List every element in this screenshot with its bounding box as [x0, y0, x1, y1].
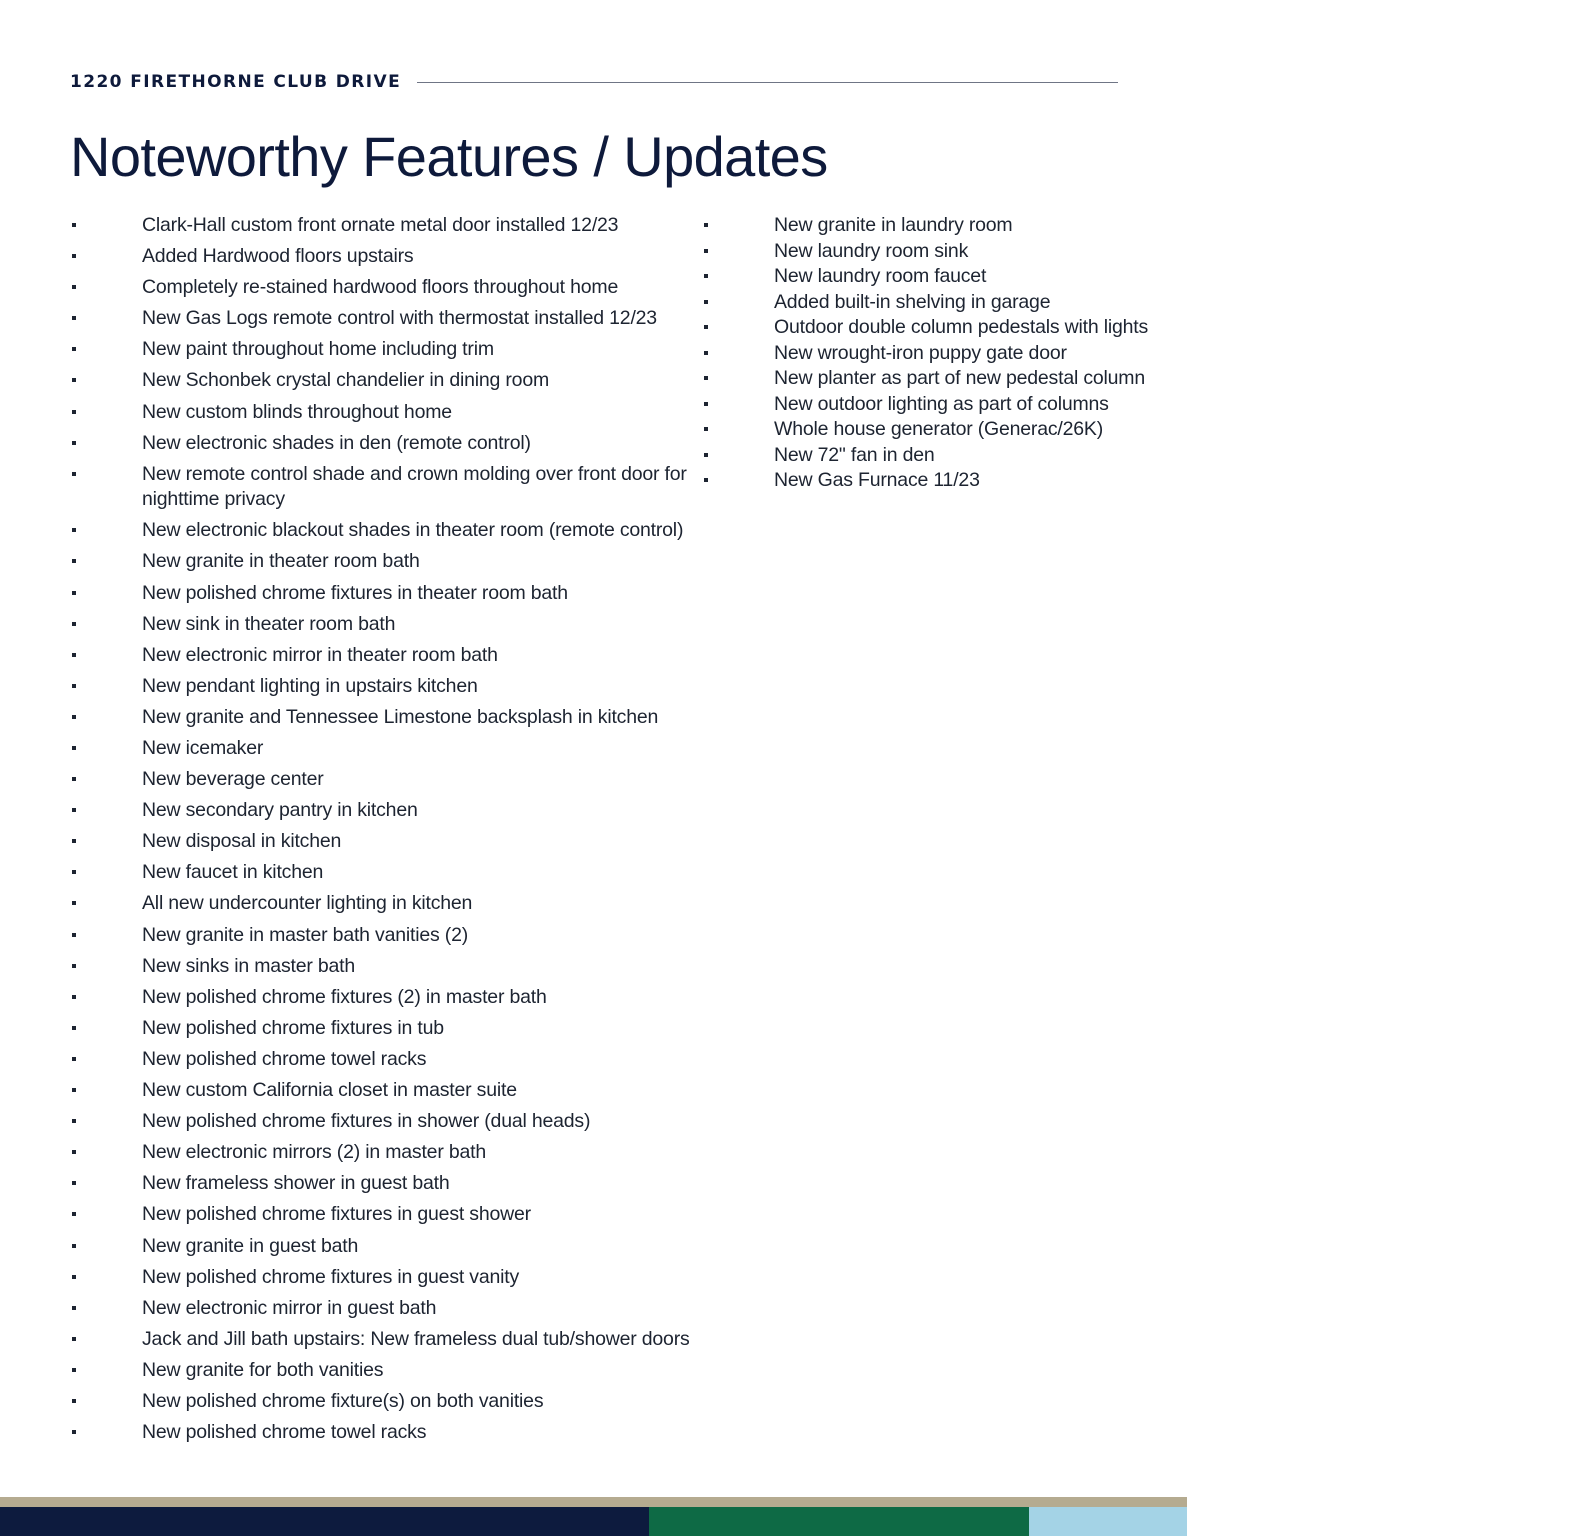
- feature-item: [72, 1420, 702, 1446]
- feature-text: New electronic mirror in theater room bath: [142, 643, 498, 666]
- feature-text: Clark-Hall custom front ornate metal door installed 12/23: [142, 214, 619, 236]
- feature-text: New polished chrome fixtures in guest shower: [142, 1203, 531, 1226]
- feature-text: Added Hardwood floors upstairs: [142, 245, 414, 268]
- bullet-icon: [72, 347, 76, 351]
- feature-text: Whole house generator (Generac/26K): [774, 418, 1104, 440]
- feature-text: New Gas Furnace 11/23: [774, 469, 980, 491]
- feature-text: New sink in theater room bath: [142, 612, 396, 635]
- bullet-icon: [72, 285, 76, 289]
- bullet-icon: [704, 300, 708, 304]
- feature-item: [72, 275, 702, 301]
- feature-item: [704, 239, 1184, 265]
- feature-item: [72, 1296, 702, 1322]
- feature-text: New polished chrome fixtures in guest vanity: [142, 1265, 520, 1288]
- feature-item: [72, 643, 702, 669]
- feature-item: [704, 468, 1184, 494]
- feature-text: New polished chrome fixtures in shower (dual heads): [142, 1110, 591, 1133]
- feature-item: [72, 213, 702, 239]
- bullet-icon: [72, 1057, 76, 1061]
- feature-text: New faucet in kitchen: [142, 861, 324, 884]
- feature-item: [72, 1389, 702, 1415]
- feature-item: [704, 213, 1184, 239]
- bullet-icon: [72, 964, 76, 968]
- features-list-right: [704, 213, 1184, 494]
- feature-text: New 72" fan in den: [774, 443, 935, 466]
- property-address: 1220 FIRETHORNE CLUB DRIVE: [70, 72, 402, 92]
- feature-text: New frameless shower in guest bath: [142, 1172, 450, 1195]
- feature-item: [704, 417, 1184, 443]
- footer-navy-block: [0, 1507, 649, 1536]
- bullet-icon: [72, 1275, 76, 1279]
- bullet-icon: [72, 746, 76, 750]
- feature-text: New disposal in kitchen: [142, 830, 342, 853]
- feature-item: [72, 798, 702, 824]
- feature-item: [72, 1109, 702, 1135]
- bullet-icon: [72, 1212, 76, 1216]
- bullet-icon: [72, 653, 76, 657]
- feature-item: [72, 1265, 702, 1291]
- feature-item: [72, 400, 702, 426]
- feature-item: [72, 244, 702, 270]
- bullet-icon: [72, 316, 76, 320]
- feature-text: New granite for both vanities: [142, 1358, 384, 1381]
- bullet-icon: [72, 378, 76, 382]
- footer-tan-stripe: [0, 1497, 1187, 1507]
- feature-item: [72, 1171, 702, 1197]
- bullet-icon: [72, 995, 76, 999]
- feature-item: [72, 1047, 702, 1073]
- bullet-icon: [72, 715, 76, 719]
- feature-text: New Gas Logs remote control with thermostat installed 12/23: [142, 307, 657, 330]
- feature-item: [72, 431, 702, 457]
- feature-item: [72, 705, 702, 731]
- bullet-icon: [72, 441, 76, 445]
- feature-item: [72, 891, 702, 917]
- feature-item: [72, 1234, 702, 1260]
- feature-item: [704, 264, 1184, 290]
- bullet-icon: [72, 1399, 76, 1403]
- feature-text: New electronic shades in den (remote control): [142, 431, 531, 454]
- feature-item: [72, 1202, 702, 1228]
- bullet-icon: [704, 223, 708, 227]
- feature-text: New electronic blackout shades in theater room (remote control): [142, 519, 684, 542]
- feature-item: [72, 368, 702, 394]
- feature-text: New electronic mirror in guest bath: [142, 1296, 437, 1319]
- feature-item: [704, 366, 1184, 392]
- bullet-icon: [72, 622, 76, 626]
- bullet-icon: [72, 1181, 76, 1185]
- feature-text: Completely re-stained hardwood floors throughout home: [142, 276, 619, 299]
- footer-band: [0, 1497, 1587, 1536]
- footer-blue-block: [1029, 1507, 1187, 1536]
- feature-item: [72, 829, 702, 855]
- feature-item: [72, 1078, 702, 1104]
- feature-item: [72, 923, 702, 949]
- feature-item: [704, 290, 1184, 316]
- feature-text: New secondary pantry in kitchen: [142, 799, 418, 822]
- bullet-icon: [72, 1337, 76, 1341]
- feature-text: New polished chrome towel racks: [142, 1421, 427, 1444]
- feature-item: [704, 315, 1184, 341]
- bullet-icon: [72, 254, 76, 258]
- feature-text: New granite in theater room bath: [142, 550, 420, 573]
- bullet-icon: [704, 325, 708, 329]
- feature-item: [72, 860, 702, 886]
- feature-text: New laundry room sink: [774, 239, 969, 262]
- bullet-icon: [704, 274, 708, 278]
- feature-item: [72, 767, 702, 793]
- feature-text: New polished chrome fixtures (2) in master bath: [142, 985, 547, 1008]
- feature-text: New sinks in master bath: [142, 954, 356, 977]
- feature-text: New custom blinds throughout home: [142, 400, 452, 423]
- feature-item: [72, 306, 702, 332]
- feature-item: [72, 1327, 702, 1353]
- feature-text: New pendant lighting in upstairs kitchen: [142, 674, 478, 697]
- bullet-icon: [72, 1430, 76, 1434]
- bullet-icon: [72, 933, 76, 937]
- feature-item: [72, 518, 702, 544]
- bullet-icon: [72, 684, 76, 688]
- feature-text: New remote control shade and crown molding over front door for nighttime privacy: [142, 462, 687, 511]
- page-title: Noteworthy Features / Updates: [70, 125, 828, 188]
- feature-item: [72, 337, 702, 363]
- feature-item: [72, 612, 702, 638]
- feature-text: New polished chrome fixture(s) on both vanities: [142, 1389, 544, 1412]
- feature-text: Outdoor double column pedestals with lights: [774, 316, 1149, 338]
- feature-item: [72, 985, 702, 1011]
- feature-item: [704, 341, 1184, 367]
- bullet-icon: [72, 559, 76, 563]
- feature-item: [72, 1358, 702, 1384]
- bullet-icon: [72, 1244, 76, 1248]
- feature-item: [72, 674, 702, 700]
- feature-text: New polished chrome fixtures in tub: [142, 1016, 444, 1039]
- bullet-icon: [72, 472, 76, 476]
- bullet-icon: [72, 1306, 76, 1310]
- feature-text: Added built-in shelving in garage: [774, 290, 1051, 313]
- feature-text: Jack and Jill bath upstairs: New frameless dual tub/shower doors: [142, 1327, 690, 1350]
- feature-text: New granite and Tennessee Limestone backsplash in kitchen: [142, 705, 659, 728]
- feature-text: New custom California closet in master suite: [142, 1079, 517, 1102]
- feature-item: [704, 392, 1184, 418]
- bullet-icon: [704, 453, 708, 457]
- bullet-icon: [704, 351, 708, 355]
- feature-text: New laundry room faucet: [774, 265, 987, 287]
- bullet-icon: [704, 249, 708, 253]
- bullet-icon: [72, 410, 76, 414]
- bullet-icon: [704, 402, 708, 406]
- feature-text: New planter as part of new pedestal column: [774, 367, 1145, 389]
- feature-text: New Schonbek crystal chandelier in dining room: [142, 369, 550, 392]
- bullet-icon: [704, 376, 708, 380]
- header-divider: [417, 82, 1118, 83]
- feature-text: New granite in master bath vanities (2): [142, 923, 469, 946]
- feature-text: New icemaker: [142, 737, 264, 759]
- feature-text: New polished chrome towel racks: [142, 1047, 427, 1070]
- footer-green-block: [649, 1507, 1587, 1536]
- feature-item: [704, 443, 1184, 469]
- bullet-icon: [72, 1119, 76, 1123]
- bullet-icon: [72, 1150, 76, 1154]
- bullet-icon: [72, 1026, 76, 1030]
- footer-watermark: MLS: [1561, 1509, 1587, 1522]
- feature-item: [72, 581, 702, 607]
- bullet-icon: [704, 478, 708, 482]
- bullet-icon: [72, 1088, 76, 1092]
- bullet-icon: [72, 870, 76, 874]
- bullet-icon: [72, 528, 76, 532]
- feature-text: New outdoor lighting as part of columns: [774, 392, 1109, 415]
- feature-text: New granite in laundry room: [774, 214, 1013, 236]
- feature-text: New wrought-iron puppy gate door: [774, 341, 1067, 364]
- features-list-left: [72, 213, 702, 1451]
- feature-text: All new undercounter lighting in kitchen: [142, 892, 473, 915]
- feature-text: New electronic mirrors (2) in master bath: [142, 1141, 486, 1164]
- feature-text: New paint throughout home including trim: [142, 338, 494, 361]
- feature-item: [72, 1140, 702, 1166]
- feature-text: New granite in guest bath: [142, 1234, 359, 1257]
- bullet-icon: [72, 591, 76, 595]
- feature-text: New polished chrome fixtures in theater room bath: [142, 581, 568, 604]
- bullet-icon: [72, 1368, 76, 1372]
- feature-item: [72, 736, 702, 762]
- feature-item: [72, 1016, 702, 1042]
- feature-item: [72, 954, 702, 980]
- bullet-icon: [72, 777, 76, 781]
- bullet-icon: [72, 839, 76, 843]
- bullet-icon: [72, 223, 76, 227]
- feature-text: New beverage center: [142, 768, 324, 791]
- bullet-icon: [72, 901, 76, 905]
- page-header: [70, 68, 1118, 96]
- feature-item: [72, 462, 702, 513]
- feature-item: [72, 549, 702, 575]
- bullet-icon: [704, 427, 708, 431]
- bullet-icon: [72, 808, 76, 812]
